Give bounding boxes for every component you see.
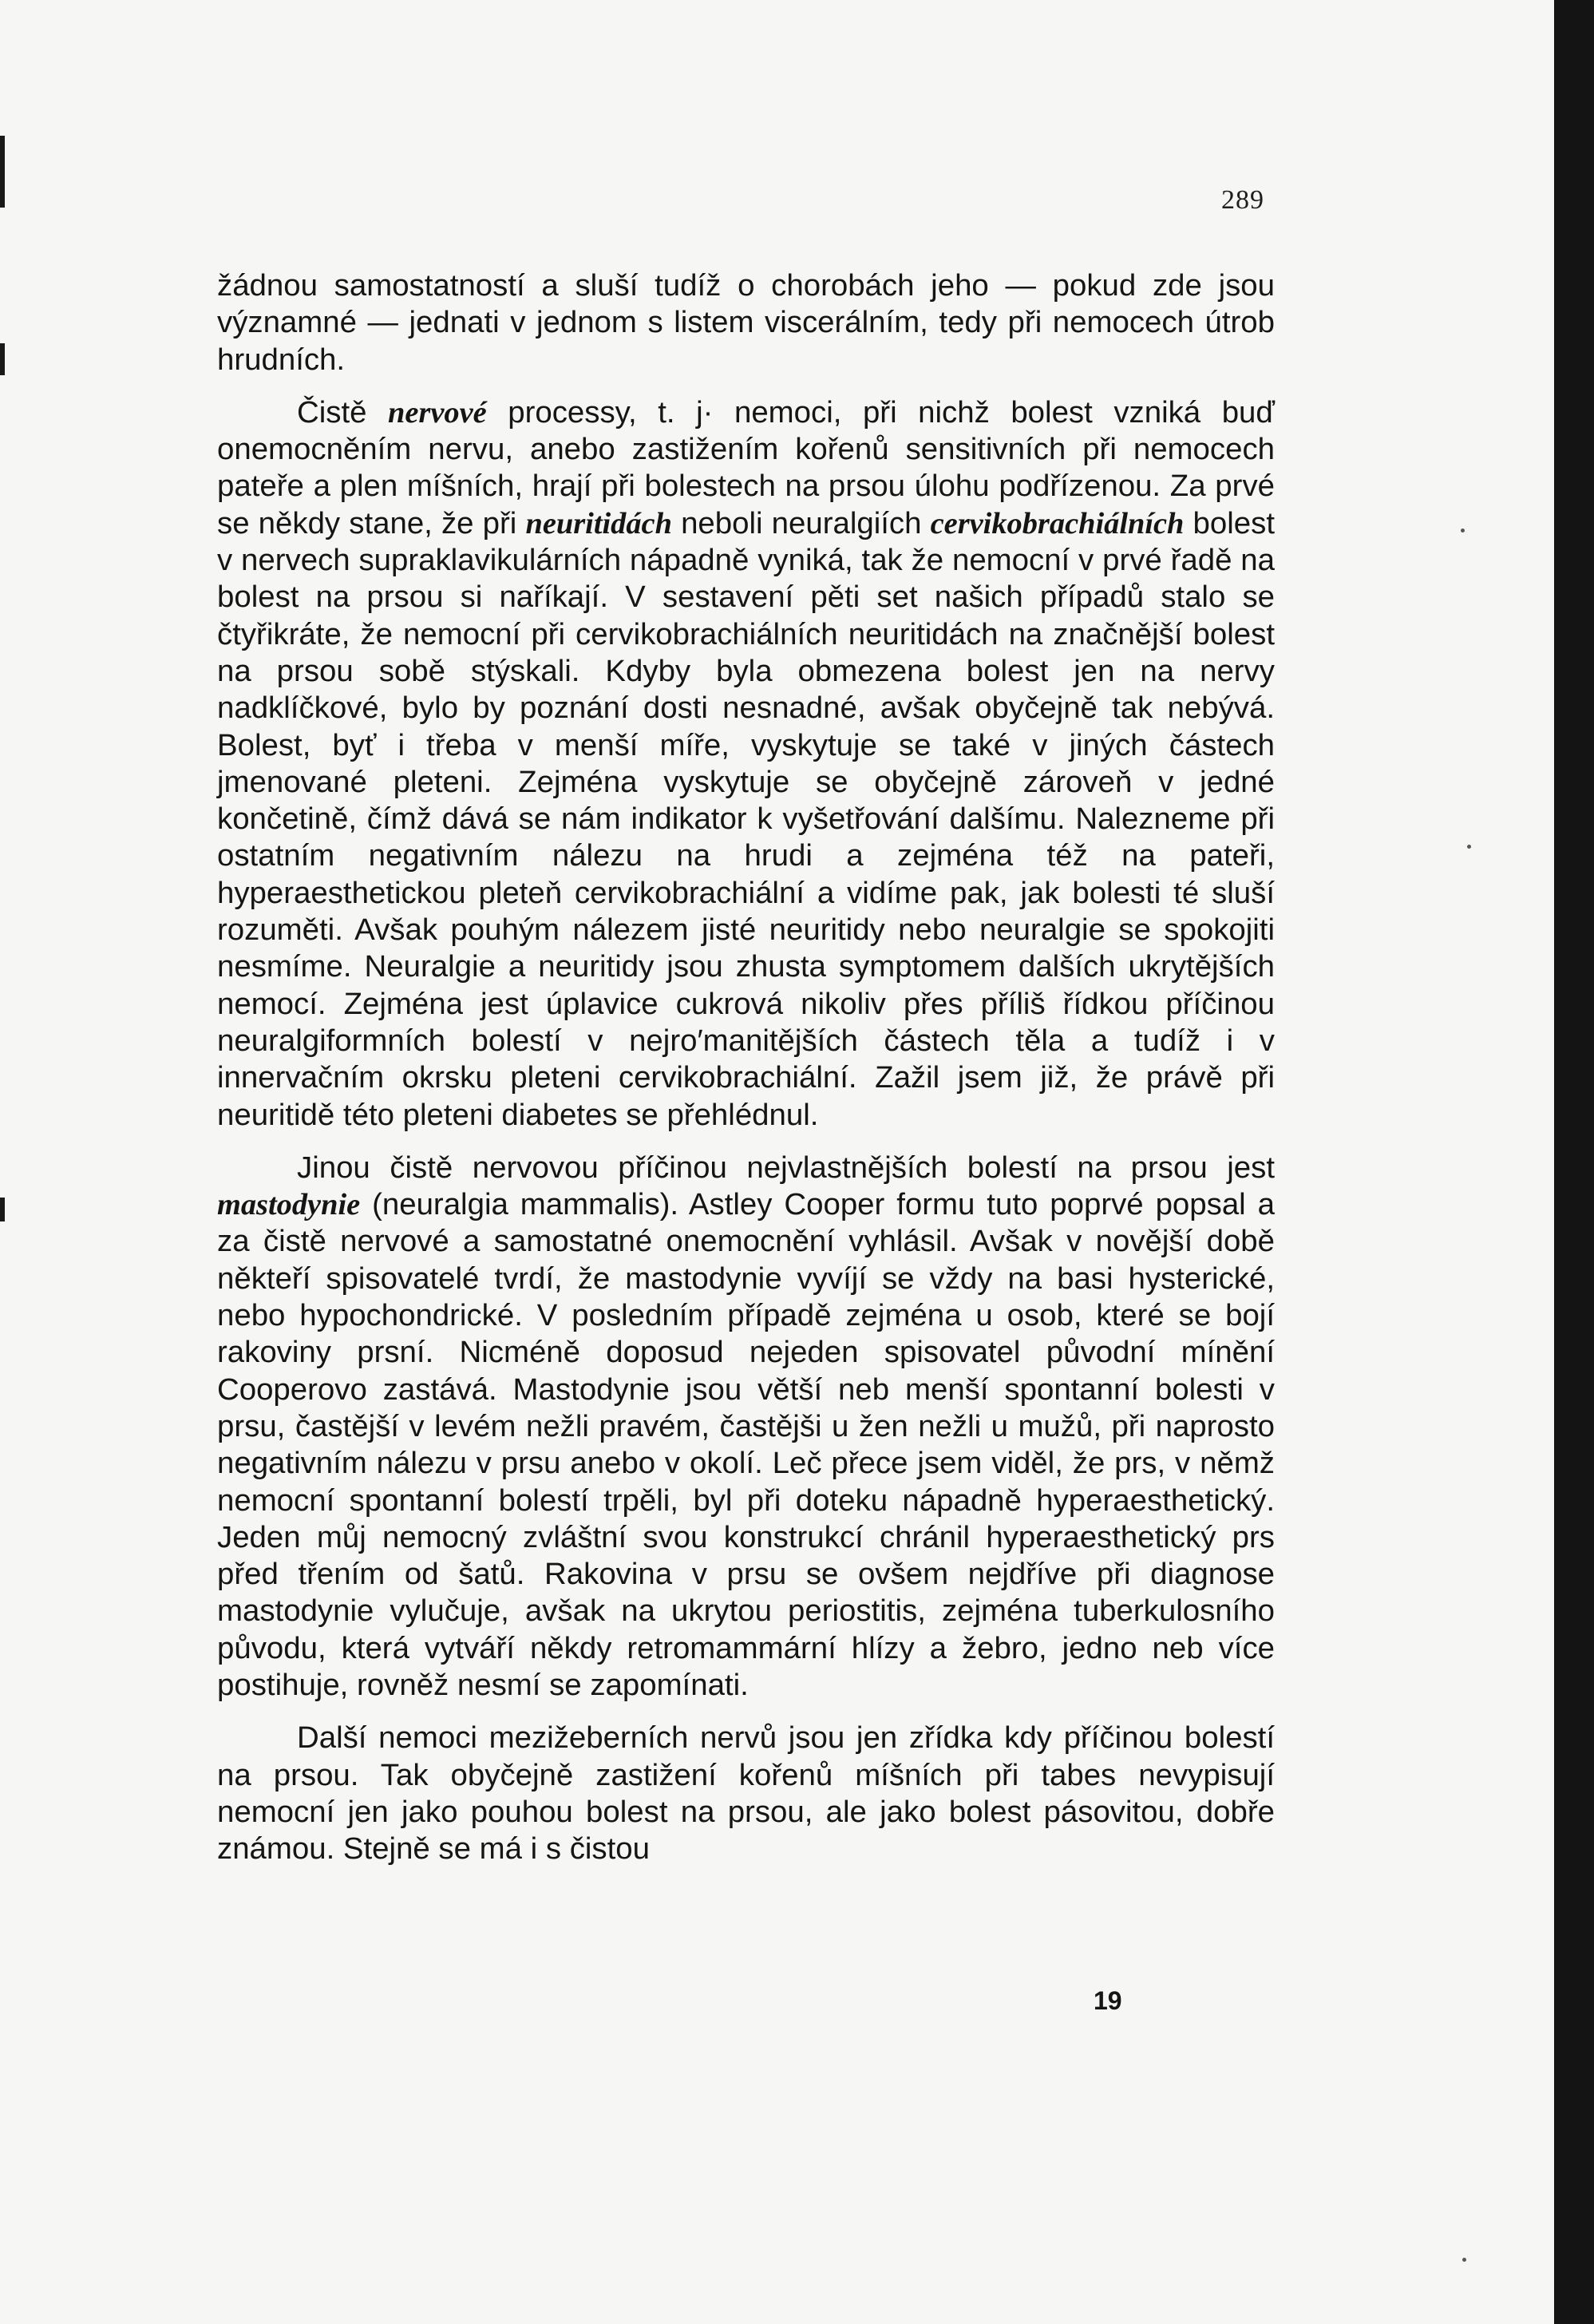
text-run: Čistě [297,394,389,430]
text-run: (neuralgia mammalis). Astley Cooper formu tuto poprvé popsal a za čistě nervové a samostatné onemocnění vyhlásil. Avšak v novější době někteří spisovatelé tvrdí, že mastodynie vyvíjí se vždy na basi hysterické, nebo hypochondrické. V posledním případě zejména u osob, které se bojí rakoviny prsní. Nicméně doposud nejeden spisovatel původní mínění Cooperovo zastává. Mastodynie jsou větší neb menší spontanní bolesti v prsu, častější v levém nežli pravém, častějši u žen nežli u mužů, při naprosto negativním nálezu v prsu anebo v okolí. Leč přece jsem viděl, že prs, v němž nemocní spontanní bolestí trpěli, byl při doteku nápadně hyperaesthetický. Jeden můj nemocný zvláštní svou konstrukcí chránil hyperaesthetický prs před třením od šatů. Rakovina v prsu se ovšem nejdříve při diagnose mastodynie vylučuje, avšak na ukrytou periostitis, zejména tuberkulosního původu, která vytváří někdy retromammární hlízy a žebro, jedno neb více postihuje, rovněž nesmí se zapomínati. [217,1187,1275,1702]
text-run: processy, t. j· nemoci, při nichž bolest vzniká buď onemocněním nervu, anebo zastižením kořenů sensitivních při nemocech pateře a plen míšních, hrají při bolestech na prsou úlohu podřízenou. Za prvé se někdy stane, že při [217,394,1275,540]
italic-term: mastodynie [217,1188,361,1222]
paragraph-2 [217,394,1275,1134]
scan-speck [1461,529,1465,533]
page-number: 289 [1221,185,1264,215]
text-run: bolest v nervech supraklavikulárních nápadně vyniká, tak že nemocní v prvé řadě na bolest na prsou si naříkají. V sestavení pěti set našich případů stalo se čtyřikráte, že nemocní při cervikobrachiálních neuritidách na značnější bolest na prsou sobě stýskali. Kdyby byla obmezena bolest jen na nervy nadklíčkové, bylo by poznání dosti nesnadné, avšak obyčejně tak nebývá. Bolest, byť i třeba v menší míře, vyskytuje se také v jiných částech jmenované pleteni. Zejména vyskytuje se obyčejně zároveň v jedné končetině, čímž dává se nám indikator k vyšetřování dalšímu. Nalezneme při ostatním negativním nálezu na hrudi a zejména též na pateři, hyperaesthetickou pleteň cervikobrachiální a vidíme pak, jak bolesti té sluší rozuměti. Avšak pouhým nálezem jisté neuritidy nebo neuralgie se spokojiti nesmíme. Neuralgie a neuritidy jsou zhusta symptomem dalších ukrytějších nemocí. Zejména jest úplavice cukrová nikoliv přes příliš řídkou příčinou neuralgiformních bolestí v nejro′manitějších částech těla a tudíž i v innervačním okrsku pleteni cervikobrachiální. Zažil jsem již, že právě při neuritidě této pleteni diabetes se přehlédnul. [217,505,1275,1132]
text-run: žádnou samostatností a sluší tudíž o chorobách jeho — pokud zde jsou významné — jednati v jednom s listem viscerálním, tedy při nemocech útrob hrudních. [217,268,1275,377]
italic-term: nervové [388,395,487,430]
binding-marks [0,0,6,2324]
italic-term: neuritidách [525,506,672,540]
body-text [217,267,1275,1867]
scan-speck [1462,2258,1466,2262]
text-run: Další nemoci mezižeberních nervů jsou jen zřídka kdy příčinou bolestí na prsou. Tak obyčejně zastižení kořenů míšních při tabes nevypisují nemocní jen jako pouhou bolest na prsou, ale jako bolest pásovitou, dobře známou. Stejně se má i s čistou [217,1720,1275,1867]
italic-term: cervikobrachiálních [930,506,1185,540]
text-run: Jinou čistě nervovou příčinou nejvlastnějších bolestí na prsou jest [297,1150,1275,1185]
printer-signature: 19 [1094,1986,1122,2015]
scan-speck [1467,845,1471,849]
paragraph-3 [217,1150,1275,1704]
paragraph-1 [217,267,1275,378]
paragraph-4 [217,1720,1275,1867]
text-run: neboli neuralgiích [671,505,931,540]
scanner-edge [1554,0,1594,2324]
